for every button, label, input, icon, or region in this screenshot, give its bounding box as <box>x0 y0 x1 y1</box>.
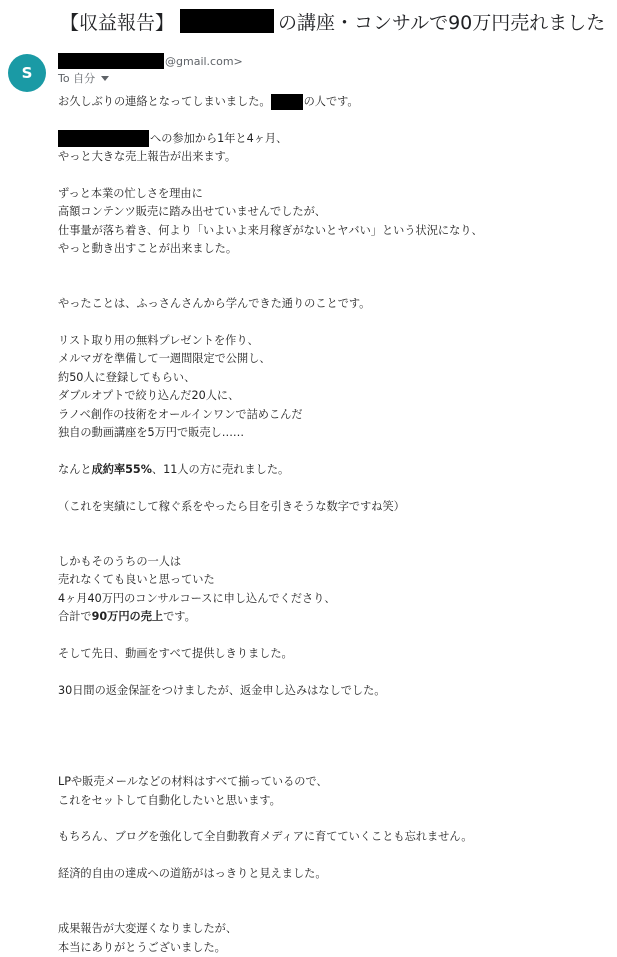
body-text: 、11人の方に売れました。 <box>151 462 290 476</box>
body-line: メルマガを準備して一週間限定で公開し、 <box>58 352 271 366</box>
body-line: やっと大きな売上報告が出来ます。 <box>58 150 237 164</box>
sender-line[interactable] <box>58 52 243 70</box>
body-line: ラノベ創作の技術をオールインワンで詰めこんだ <box>58 407 303 421</box>
body-line: 4ヶ月40万円のコンサルコースに申し込んでくださり、 <box>58 591 336 605</box>
body-line <box>58 93 613 111</box>
body-line: やっと動き出すことが出来ました。 <box>58 242 238 256</box>
body-line: （これを実績にして稼ぐ系をやったら目を引きそうな数字ですね笑） <box>58 499 405 513</box>
body-bold-text: 成約率55% <box>91 462 152 476</box>
body-text: の人です。 <box>303 95 359 108</box>
body-line: これをセットして自動化したいと思います。 <box>58 793 281 807</box>
sender-email: @gmail.com> <box>165 54 243 68</box>
body-line: 経済的自由の達成への道筋がはっきりと見えました。 <box>58 867 327 881</box>
redacted-block <box>58 130 149 147</box>
body-line: 約50人に登録してもらい、 <box>58 370 196 384</box>
body-line: 独自の動画講座を5万円で販売し…… <box>58 426 245 440</box>
chevron-down-icon[interactable] <box>101 76 109 81</box>
body-line: 高額コンテンツ販売に踏み出せていませんでしたが、 <box>58 205 326 219</box>
body-line <box>58 461 613 479</box>
subject-suffix: の講座・コンサルで90万円売れました <box>278 11 606 34</box>
body-line: 成果報告が大変遅くなりましたが、 <box>58 922 238 936</box>
body-line: ずっと本業の忙しさを理由に <box>58 186 203 200</box>
body-text: です。 <box>163 609 196 623</box>
body-line <box>58 608 613 626</box>
email-body <box>58 93 613 957</box>
body-line: やったことは、ふっさんさんから学んできた通りのことです。 <box>58 297 371 311</box>
body-line <box>58 130 613 148</box>
body-line: ダブルオプトで絞り込んだ20人に、 <box>58 389 240 403</box>
body-line: 仕事量が落ち着き、何より「いよいよ来月稼ぎがないとヤバい」という状況になり、 <box>58 223 483 237</box>
body-line: 30日間の返金保証をつけましたが、返金申し込みはなしでした。 <box>58 683 386 697</box>
body-bold-text: 90万円の売上 <box>91 609 164 623</box>
email-subject <box>60 6 615 36</box>
body-line: そして先日、動画をすべて提供しきりました。 <box>58 646 293 660</box>
body-line: LPや販売メールなどの材料はすべて揃っているので、 <box>58 775 328 789</box>
redacted-block <box>58 53 164 69</box>
body-line: 売れなくても良いと思っていた <box>58 573 215 587</box>
body-line: もちろん、ブログを強化して全自動教育メディアに育てていくことも忘れません。 <box>58 830 473 844</box>
redacted-block <box>180 9 274 33</box>
body-text: への参加から1年と4ヶ月、 <box>150 131 288 145</box>
sender-avatar[interactable] <box>8 54 46 92</box>
body-line: しかもそのうちの一人は <box>58 554 182 568</box>
recipient-details-toggle[interactable] <box>58 70 109 86</box>
avatar-letter: S <box>21 64 33 82</box>
body-text: 合計で <box>58 609 92 623</box>
body-line: リスト取り用の無料プレゼントを作り、 <box>58 334 259 348</box>
recipient-label: To 自分 <box>58 72 96 85</box>
body-text: お久しぶりの連絡となってしまいました。 <box>58 95 271 108</box>
subject-prefix: 【収益報告】 <box>60 11 175 34</box>
redacted-block <box>271 94 303 110</box>
body-line: 本当にありがとうございました。 <box>58 940 226 954</box>
body-text: なんと <box>58 462 92 476</box>
